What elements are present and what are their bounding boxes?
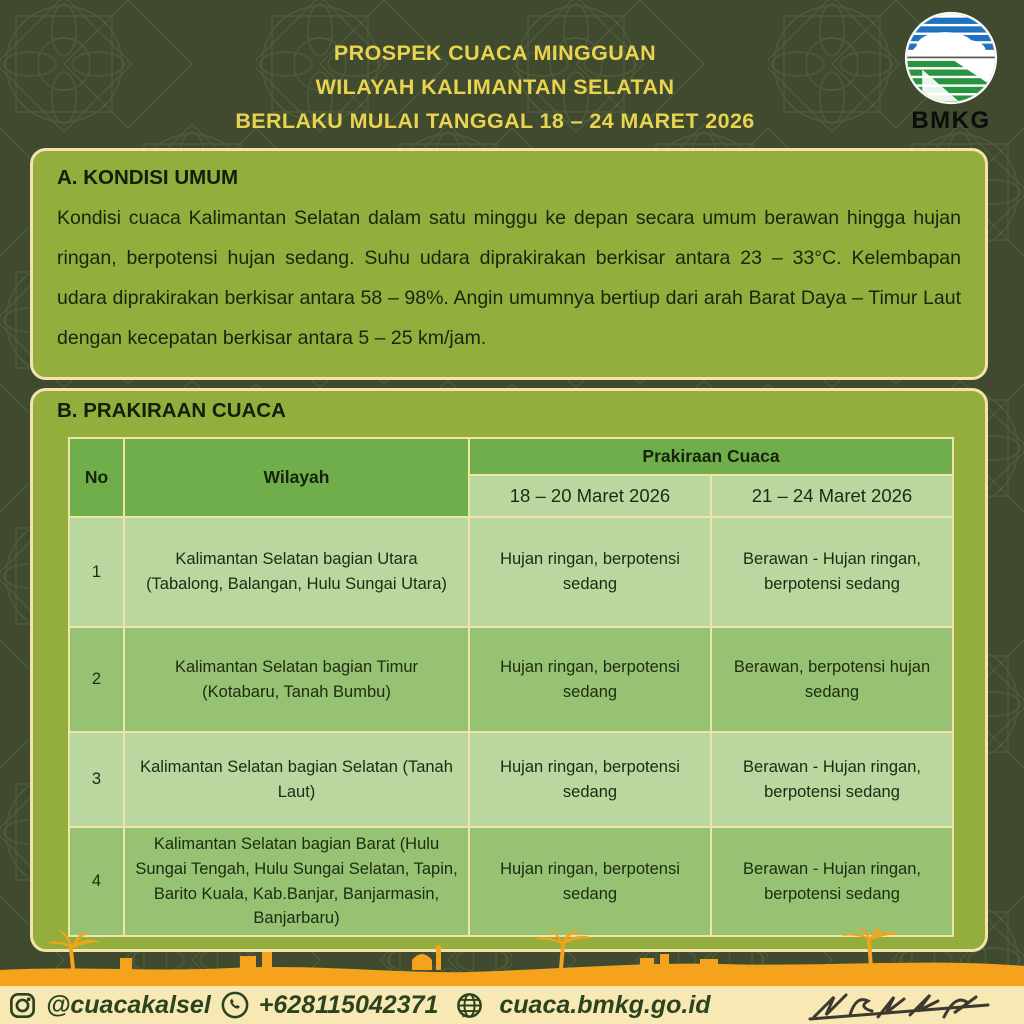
col-header-period-2: 21 – 24 Maret 2026: [711, 475, 953, 517]
row-forecast-period-2: Berawan, berpotensi hujan sedang: [711, 627, 953, 732]
title-line-3: BERLAKU MULAI TANGGAL 18 – 24 MARET 2026: [235, 109, 755, 133]
row-no: 3: [69, 732, 124, 827]
globe-icon: [455, 991, 484, 1020]
instagram-icon: [8, 991, 37, 1020]
row-forecast-period-1: Hujan ringan, berpotensi sedang: [469, 827, 711, 936]
whatsapp-number[interactable]: +628115042371: [258, 990, 439, 1019]
forecast-table: [68, 437, 954, 937]
row-forecast-period-1: Hujan ringan, berpotensi sedang: [469, 627, 711, 732]
bmkg-emblem-icon: [903, 10, 999, 106]
table-row: [69, 732, 953, 827]
title-line-1: PROSPEK CUACA MINGGUAN: [333, 41, 657, 65]
table-row: [69, 627, 953, 732]
signature-graffiti: [806, 991, 996, 1023]
row-wilayah: Kalimantan Selatan bagian Utara (Tabalong, Balangan, Hulu Sungai Utara): [124, 517, 469, 627]
website-url[interactable]: cuaca.bmkg.go.id: [499, 990, 711, 1019]
bmkg-logo: [896, 10, 1006, 135]
row-no: 4: [69, 827, 124, 936]
row-no: 2: [69, 627, 124, 732]
row-wilayah: Kalimantan Selatan bagian Timur (Kotabaru, Tanah Bumbu): [124, 627, 469, 732]
section-a-title: A. KONDISI UMUM: [57, 166, 239, 189]
section-b-title: B. PRAKIRAAN CUACA: [57, 399, 286, 422]
row-no: 1: [69, 517, 124, 627]
whatsapp-icon: [220, 990, 250, 1020]
col-header-period-1: 18 – 20 Maret 2026: [469, 475, 711, 517]
table-row: [69, 827, 953, 936]
page-title: [0, 36, 990, 138]
col-header-no: No: [69, 438, 124, 517]
prakiraan-cuaca-panel: [30, 388, 988, 952]
row-forecast-period-2: Berawan - Hujan ringan, berpotensi sedang: [711, 732, 953, 827]
bmkg-logo-label: BMKG: [911, 107, 991, 134]
table-row: [69, 517, 953, 627]
row-forecast-period-1: Hujan ringan, berpotensi sedang: [469, 517, 711, 627]
title-line-2: WILAYAH KALIMANTAN SELATAN: [315, 75, 675, 99]
section-a-body: Kondisi cuaca Kalimantan Selatan dalam satu minggu ke depan secara umum berawan hingga hujan ringan, berpotensi hujan sedang. Suhu udara diprakirakan berkisar antara 23 – 33°C. Kelembapan udara diprakirakan berkisar antara 58 – 98%. Angin umumnya bertiup dari arah Barat Daya – Timur Laut dengan kecepatan berkisar antara 5 – 25 km/jam.: [57, 207, 961, 349]
row-forecast-period-1: Hujan ringan, berpotensi sedang: [469, 732, 711, 827]
col-header-wilayah: Wilayah: [124, 438, 469, 517]
instagram-handle[interactable]: @cuacakalsel: [46, 990, 211, 1019]
row-forecast-period-2: Berawan - Hujan ringan, berpotensi sedang: [711, 827, 953, 936]
kondisi-umum-panel: [30, 148, 988, 380]
row-forecast-period-2: Berawan - Hujan ringan, berpotensi sedang: [711, 517, 953, 627]
row-wilayah: Kalimantan Selatan bagian Barat (Hulu Sungai Tengah, Hulu Sungai Selatan, Tapin, Barito Kuala, Kab.Banjar, Banjarmasin, Banjarbaru): [124, 827, 469, 936]
skyline-silhouette: [0, 928, 1024, 988]
row-wilayah: Kalimantan Selatan bagian Selatan (Tanah Laut): [124, 732, 469, 827]
col-header-prakiraan: Prakiraan Cuaca: [469, 438, 953, 475]
